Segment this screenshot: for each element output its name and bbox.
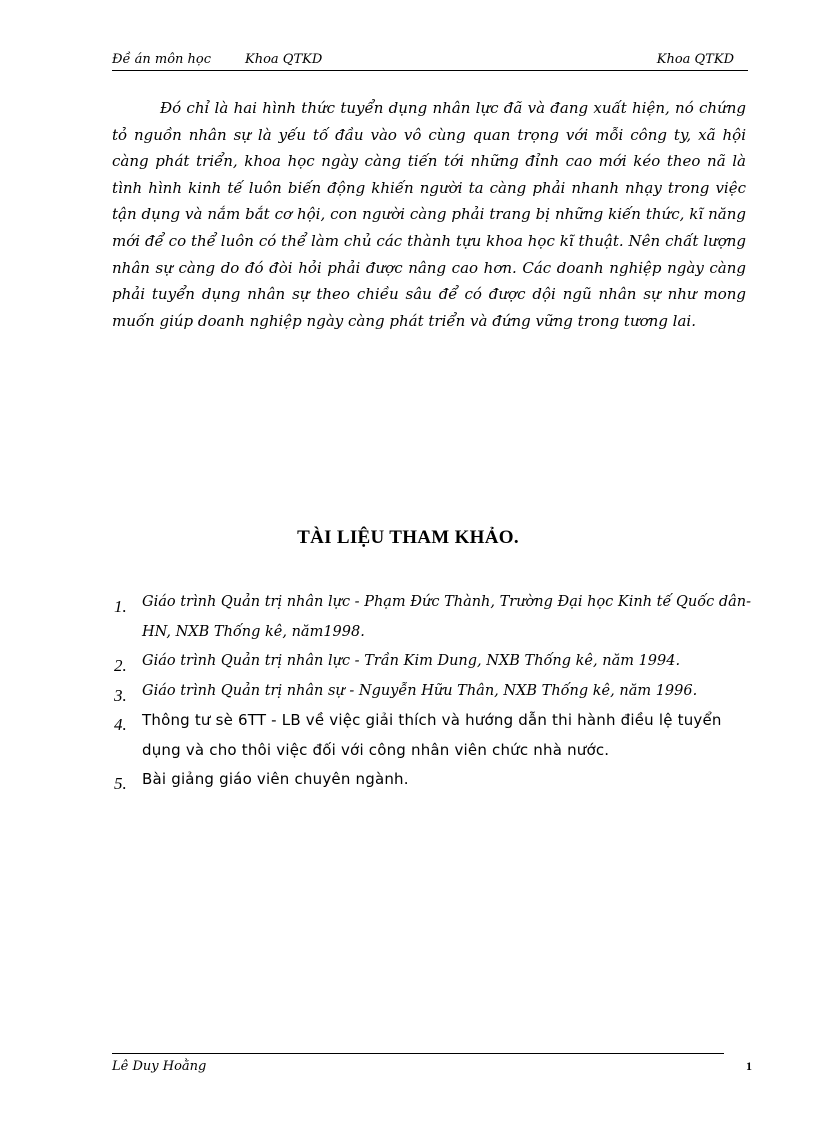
reference-item: [114, 588, 754, 647]
reference-item: [114, 677, 754, 707]
reference-text: Giáo trình Quản trị nhân lực - Trần Kim Dung, NXB Thống kê, năm 1994.: [142, 653, 681, 669]
header-course-label: Đề án môn học: [112, 52, 212, 67]
page-header: [112, 52, 748, 71]
reference-number: 1.: [114, 597, 127, 616]
page-number: 1: [746, 1059, 752, 1073]
page-footer: [112, 1053, 724, 1074]
reference-number: 3.: [114, 685, 127, 705]
reference-number: 5.: [114, 774, 127, 793]
footer-author: Lê Duy Hoằng: [112, 1059, 207, 1074]
body-paragraph: Đó chỉ là hai hình thức tuyển dụng nhân lực đã và đang xuất hiện, nó chứng tỏ nguồn nhân sự là yếu tố đầu vào vô cùng quan trọng với mỗi công ty, xã hội càng phát triển, khoa học ngày càng tiến tới những đỉnh cao mới kéo theo nã là tình hình kinh tế luôn biến động khiến người ta càng phải nhanh nhạy trong việc tận dụng và nắm bắt cơ hội, con người càng phải trang bị những kiến thức, kĩ năng mới để co thể luôn có thể làm chủ các thành tựu khoa học kĩ thuật. Nên chất lượng nhân sự càng do đó đòi hỏi phải được nâng cao hơn. Các doanh nghiệp ngày càng phải tuyển dụng nhân sự theo chiều sâu để có được dội ngũ nhân sự như mong muốn giúp doanh nghiệp ngày càng phát triển và đứng vững trong tương lai.: [112, 99, 746, 330]
reference-number: 2.: [114, 656, 127, 675]
references-title: TÀI LIỆU THAM KHẢO.: [297, 527, 519, 548]
reference-text: Giáo trình Quản trị nhân lực - Phạm Đức Thành, Trường Đại học Kinh tế Quốc dân-HN, NXB Thống kê, năm1998.: [142, 594, 752, 640]
reference-text: Bài giảng giáo viên chuyên ngành.: [142, 770, 409, 788]
reference-text: Giáo trình Quản trị nhân sự - Nguyễn Hữu Thân, NXB Thống kê, năm 1996.: [142, 682, 698, 699]
header-faculty-label: Khoa QTKD: [245, 52, 323, 67]
reference-item: [114, 765, 754, 795]
reference-item: [114, 647, 754, 677]
reference-text: Thông tư sè 6TT - LB về việc giải thích và hướng dẫn thi hành điều lệ tuyển dụng và cho thôi việc đối với công nhân viên chức nhà nước.: [142, 711, 722, 759]
reference-number: 4.: [114, 715, 127, 734]
references-list: [114, 588, 754, 795]
reference-item: [114, 706, 754, 765]
header-faculty-right-label: Khoa QTKD: [656, 52, 734, 67]
